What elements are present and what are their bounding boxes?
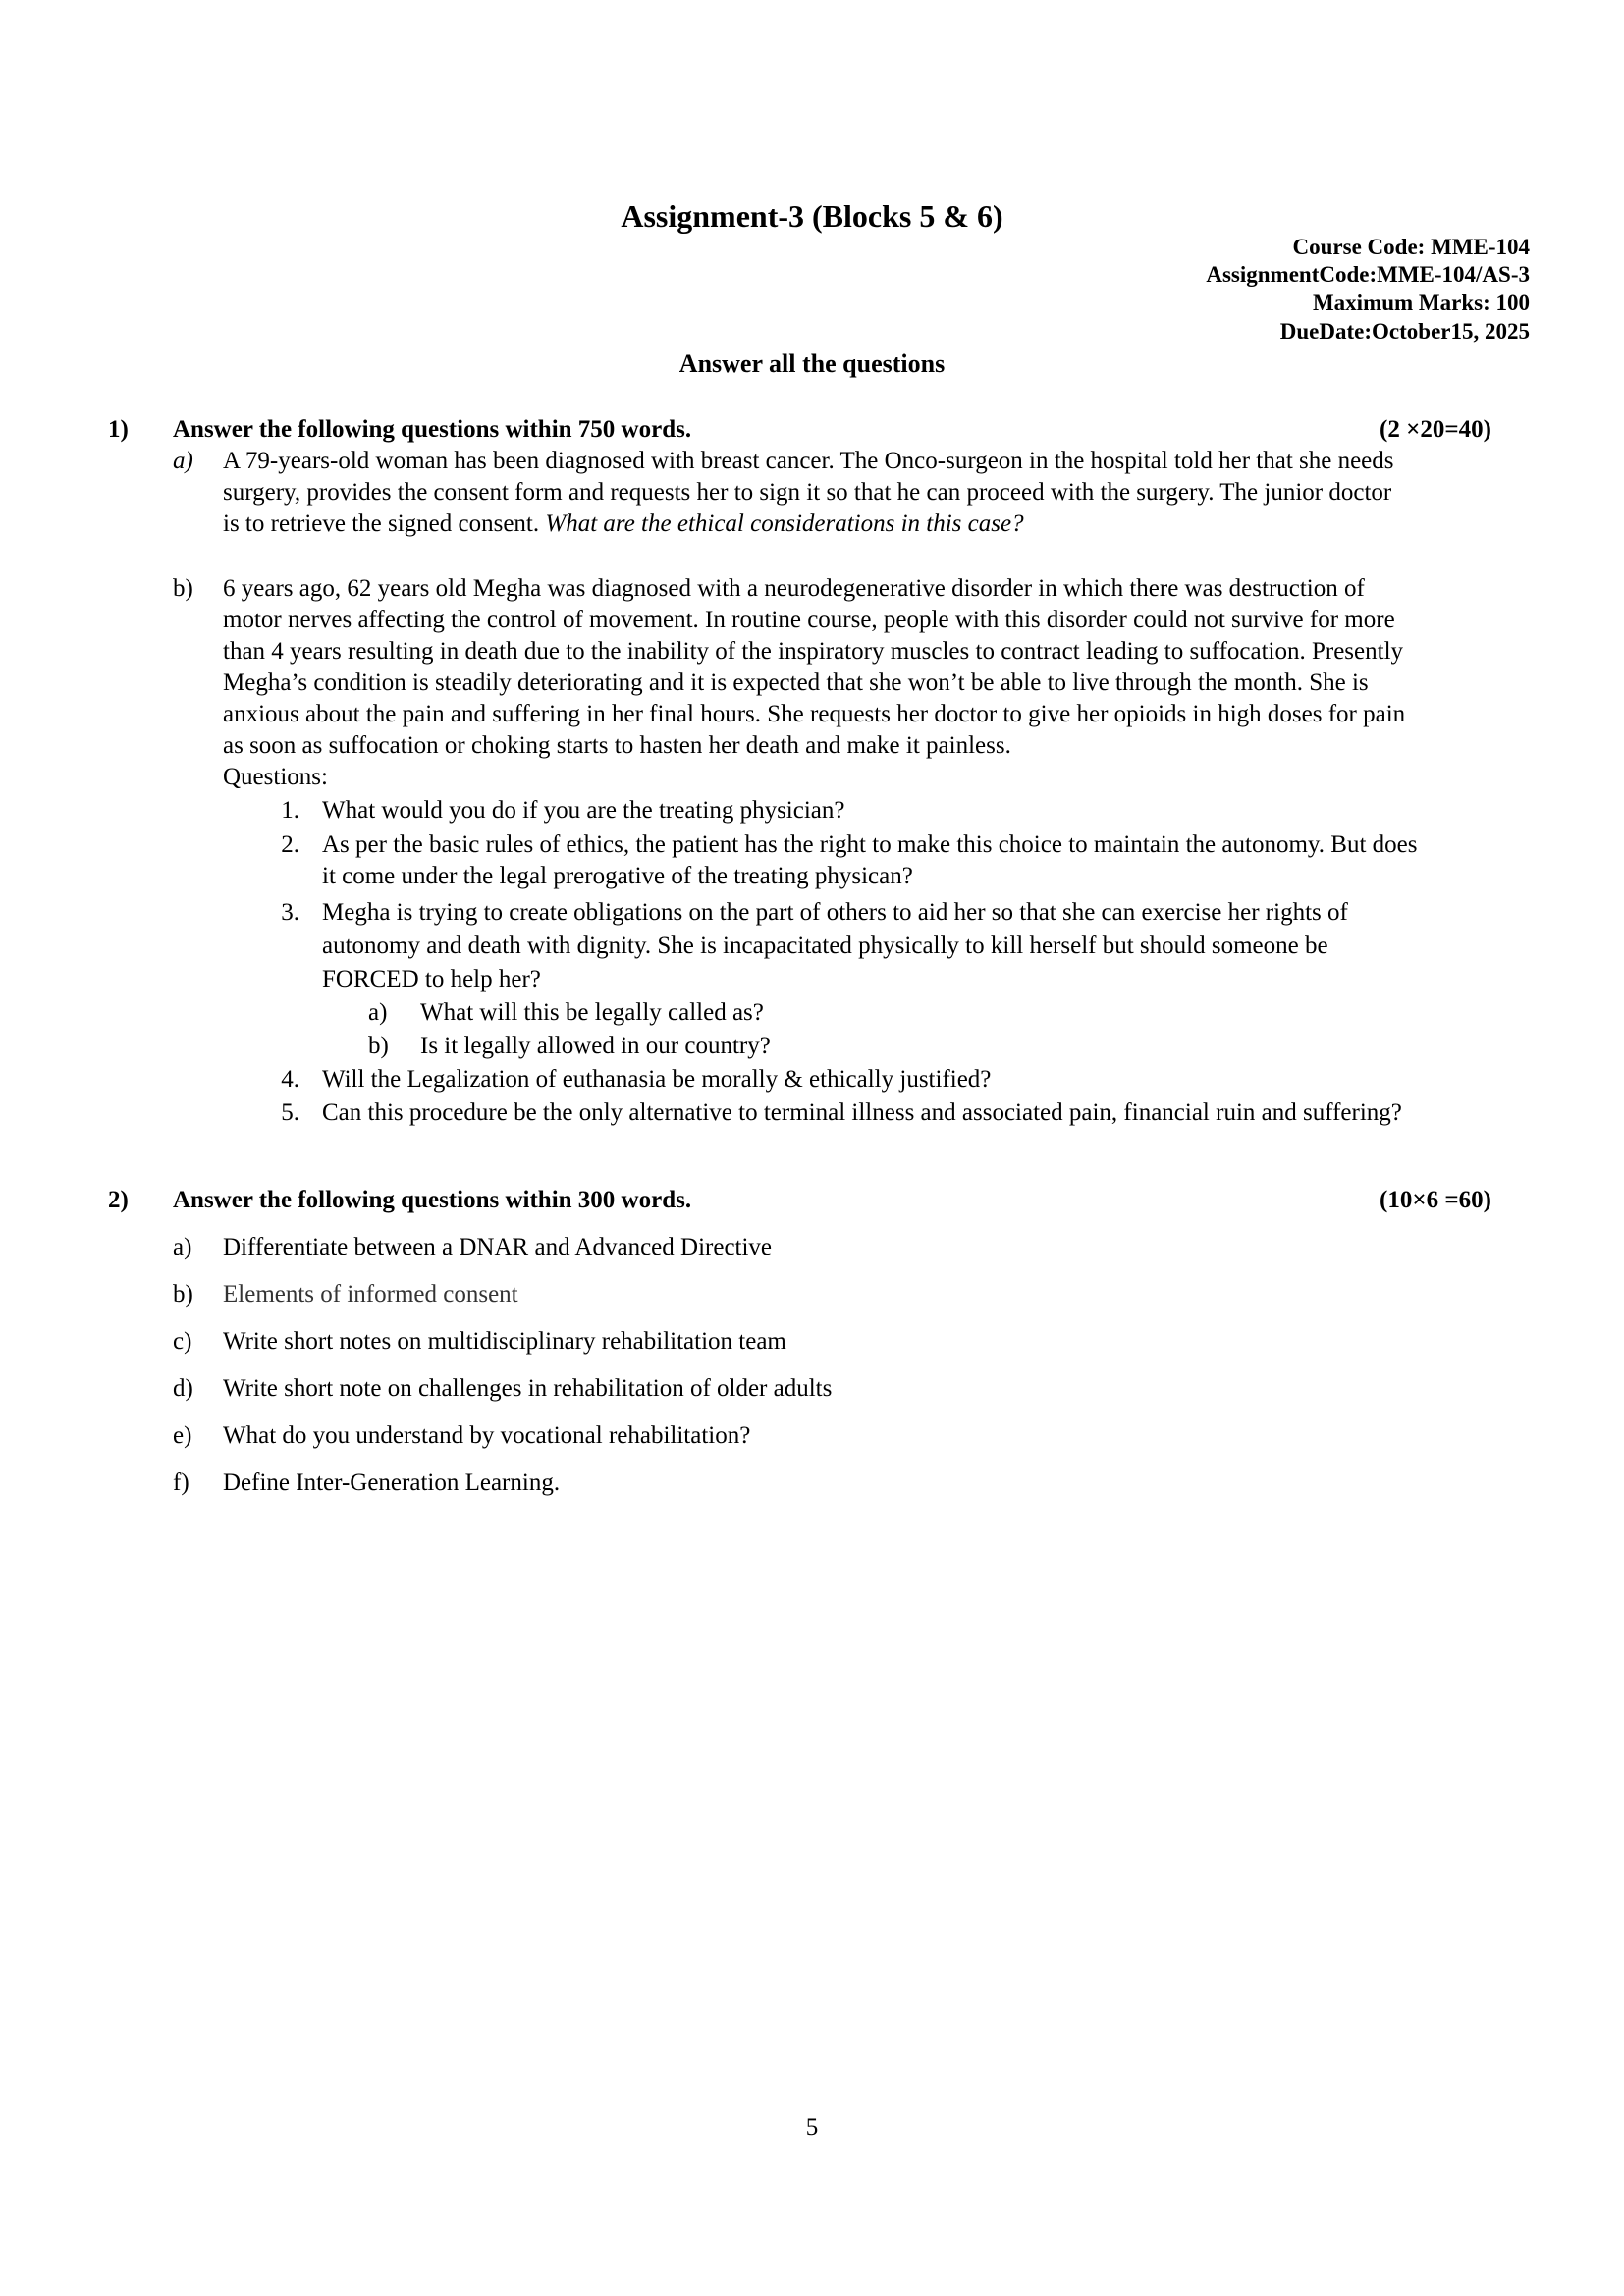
q1b-item-5-num: 5. <box>281 1099 299 1126</box>
q2-item-d-label: d) <box>173 1375 193 1402</box>
q1b-item-5-line-1: Can this procedure be the only alternative to terminal illness and associated pain, financial ruin and suffering? <box>322 1099 1402 1126</box>
q1b-sub-b-text: Is it legally allowed in our country? <box>420 1033 771 1059</box>
q2-item-a-text: Differentiate between a DNAR and Advanced Directive <box>223 1234 773 1260</box>
q2-item-f-text: Define Inter-Generation Learning. <box>223 1469 561 1496</box>
q1a-label: a) <box>173 448 193 474</box>
q2-item-d-text: Write short note on challenges in rehabilitation of older adults <box>223 1375 833 1402</box>
q1b-line-5: anxious about the pain and suffering in her final hours. She requests her doctor to give her opioids in high doses for pain <box>223 701 1406 727</box>
q1b-line-1: 6 years ago, 62 years old Megha was diagnosed with a neurodegenerative disorder in which there was destruction of <box>223 575 1365 602</box>
q2-item-a-label: a) <box>173 1234 192 1260</box>
q1b-item-2-line-1: As per the basic rules of ethics, the patient has the right to make this choice to maintain the autonomy. But does <box>322 831 1418 858</box>
q2-item-e-label: e) <box>173 1422 192 1449</box>
q1a-line-3-plain: is to retrieve the signed consent. <box>223 510 546 537</box>
q2-number: 2) <box>108 1187 129 1213</box>
q1b-item-4-line-1: Will the Legalization of euthanasia be morally & ethically justified? <box>322 1066 992 1093</box>
q1a-question: What are the ethical considerations in this case? <box>545 510 1024 537</box>
q2-item-c-text: Write short notes on multidisciplinary rehabilitation team <box>223 1328 786 1355</box>
q2-item-b-text: Elements of informed consent <box>223 1281 518 1308</box>
q2-item-f-label: f) <box>173 1469 189 1496</box>
due-date: DueDate:October15, 2025 <box>1279 319 1530 344</box>
q1b-item-1-line-1: What would you do if you are the treating physician? <box>322 797 845 824</box>
q1b-item-3-line-1: Megha is trying to create obligations on the part of others to aid her so that she can exercise her rights of <box>322 899 1348 926</box>
q1-marks: (2 ×20=40) <box>1380 416 1491 443</box>
q1b-sub-a-text: What will this be legally called as? <box>420 999 764 1026</box>
q1b-item-2-num: 2. <box>281 831 299 858</box>
assignment-code: AssignmentCode:MME-104/AS-3 <box>1206 262 1530 287</box>
q1b-item-3-num: 3. <box>281 899 299 926</box>
q1b-line-4: Megha’s condition is steadily deteriorating and it is expected that she won’t be able to live through the month. She is <box>223 669 1369 696</box>
page-title: Assignment-3 (Blocks 5 & 6) <box>621 198 1003 234</box>
q1a-line-1: A 79-years-old woman has been diagnosed with breast cancer. The Onco-surgeon in the hospital told her that she needs <box>223 448 1394 474</box>
q2-heading: Answer the following questions within 300 words. <box>173 1187 692 1213</box>
q1b-item-3-line-2: autonomy and death with dignity. She is incapacitated physically to kill herself but should someone be <box>322 933 1328 959</box>
q2-item-b-label: b) <box>173 1281 193 1308</box>
q2-marks: (10×6 =60) <box>1380 1187 1491 1213</box>
q1b-label: b) <box>173 575 193 602</box>
q2-item-e-text: What do you understand by vocational rehabilitation? <box>223 1422 751 1449</box>
q2-item-c-label: c) <box>173 1328 192 1355</box>
q1b-line-6: as soon as suffocation or choking starts to hasten her death and make it painless. <box>223 732 1011 759</box>
q1a-line-3 <box>223 508 1546 540</box>
page-number: 5 <box>805 2114 819 2141</box>
q1b-item-1-num: 1. <box>281 797 299 824</box>
q1b-questions-label: Questions: <box>223 764 328 790</box>
course-code: Course Code: MME-104 <box>1292 235 1530 259</box>
q1b-item-2-line-2: it come under the legal prerogative of the treating physican? <box>322 863 913 889</box>
q1b-sub-b-label: b) <box>368 1033 389 1059</box>
q1b-line-2: motor nerves affecting the control of movement. In routine course, people with this disorder could not survive for more <box>223 607 1395 633</box>
maximum-marks: Maximum Marks: 100 <box>1312 291 1530 315</box>
q1b-line-3: than 4 years resulting in death due to the inability of the inspiratory muscles to contract leading to suffocation. Presently <box>223 638 1404 665</box>
q1a-line-2: surgery, provides the consent form and requests her to sign it so that he can proceed with the surgery. The junior doctor <box>223 479 1392 506</box>
q1b-item-3-line-3: FORCED to help her? <box>322 966 541 992</box>
q1-number: 1) <box>108 416 129 443</box>
instruction: Answer all the questions <box>678 349 946 378</box>
q1b-sub-a-label: a) <box>368 999 388 1026</box>
q1-heading: Answer the following questions within 750 words. <box>173 416 692 443</box>
q1b-item-4-num: 4. <box>281 1066 299 1093</box>
